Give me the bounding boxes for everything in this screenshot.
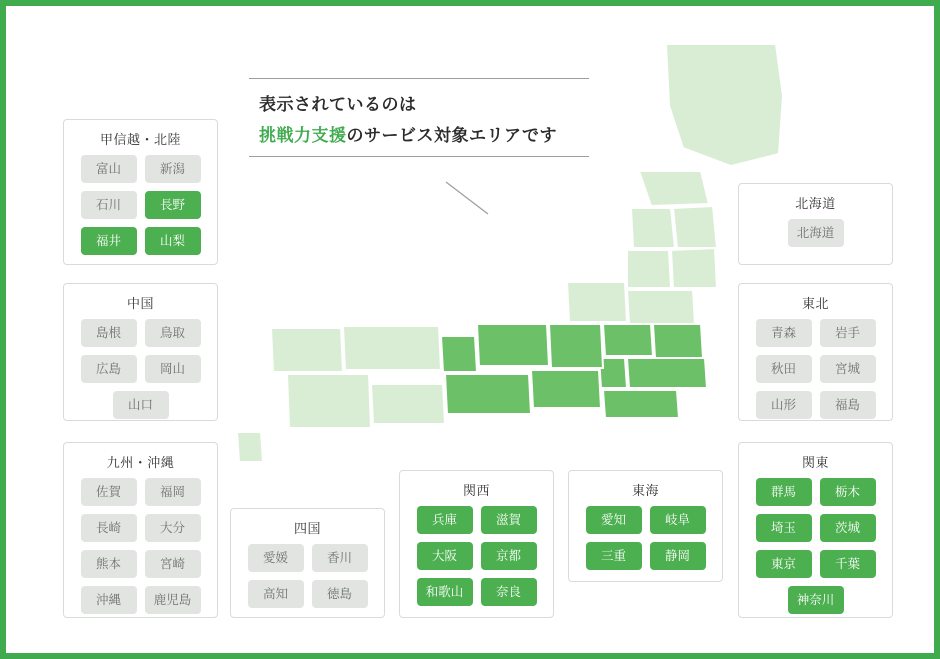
map-shikoku [371, 384, 445, 424]
prefecture-chip[interactable]: 島根 [81, 319, 137, 347]
map-kansai-north [441, 336, 477, 372]
region-chips [569, 506, 722, 582]
prefecture-chip[interactable]: 鳥取 [145, 319, 201, 347]
map-chugoku-west [271, 328, 343, 372]
prefecture-chip[interactable]: 徳島 [312, 580, 368, 608]
prefecture-chip[interactable]: 兵庫 [417, 506, 473, 534]
region-panel-kyushu-okinawa[interactable] [63, 442, 218, 618]
map-yamagata [627, 250, 671, 288]
region-title: 四国 [293, 521, 321, 536]
prefecture-chip[interactable]: 沖縄 [81, 586, 137, 614]
prefecture-chip[interactable]: 長野 [145, 191, 201, 219]
prefecture-chip[interactable]: 群馬 [756, 478, 812, 506]
prefecture-chip[interactable]: 福島 [820, 391, 876, 419]
region-title: 東北 [801, 296, 829, 311]
region-panel-shikoku[interactable] [230, 508, 385, 618]
prefecture-chip[interactable]: 和歌山 [417, 578, 473, 606]
map-kyushu [287, 374, 371, 428]
callout-bottom-rule [249, 156, 589, 157]
region-chips [231, 544, 384, 620]
prefecture-chip[interactable]: 石川 [81, 191, 137, 219]
region-title: 東海 [631, 483, 659, 498]
map-toyama-ishikawa-fukui [477, 324, 549, 366]
region-chips [739, 319, 892, 431]
map-tochigi-ibaraki [653, 324, 703, 358]
prefecture-chip[interactable]: 神奈川 [788, 586, 844, 614]
region-panel-tohoku[interactable] [738, 283, 893, 421]
map-niigata [567, 282, 627, 322]
map-gifu-aichi [531, 370, 601, 408]
map-kansai-south [445, 374, 531, 414]
region-title: 関西 [462, 483, 490, 498]
prefecture-chip[interactable]: 鹿児島 [145, 586, 201, 614]
prefecture-chip[interactable]: 静岡 [650, 542, 706, 570]
map-aomori [639, 171, 709, 206]
prefecture-chip[interactable]: 愛知 [586, 506, 642, 534]
callout-text [249, 79, 589, 156]
map-okinawa [237, 432, 263, 462]
region-chips [64, 155, 217, 267]
prefecture-chip[interactable]: 東京 [756, 550, 812, 578]
prefecture-chip[interactable]: 岩手 [820, 319, 876, 347]
region-chips [739, 478, 892, 626]
region-panel-tokai[interactable] [568, 470, 723, 582]
callout-rest: のサービス対象エリアです [346, 126, 558, 145]
prefecture-chip[interactable]: 富山 [81, 155, 137, 183]
prefecture-chip[interactable]: 広島 [81, 355, 137, 383]
region-chips [64, 319, 217, 431]
map-hokkaido [666, 44, 783, 166]
prefecture-chip[interactable]: 香川 [312, 544, 368, 572]
prefecture-chip[interactable]: 岡山 [145, 355, 201, 383]
prefecture-chip[interactable]: 宮崎 [145, 550, 201, 578]
region-chips [400, 506, 553, 618]
prefecture-chip[interactable]: 新潟 [145, 155, 201, 183]
prefecture-chip[interactable]: 滋賀 [481, 506, 537, 534]
prefecture-chip[interactable]: 福岡 [145, 478, 201, 506]
prefecture-chip[interactable]: 福井 [81, 227, 137, 255]
region-title: 関東 [801, 455, 829, 470]
region-title: 九州・沖縄 [106, 455, 175, 470]
map-fukushima [627, 290, 695, 324]
prefecture-chip[interactable]: 茨城 [820, 514, 876, 542]
map-chugoku-east [343, 326, 441, 370]
prefecture-chip[interactable]: 三重 [586, 542, 642, 570]
prefecture-chip[interactable]: 山梨 [145, 227, 201, 255]
prefecture-chip[interactable]: 京都 [481, 542, 537, 570]
prefecture-chip[interactable]: 奈良 [481, 578, 537, 606]
map-shizuoka [603, 390, 679, 418]
region-chips [64, 478, 217, 626]
callout-line-2 [259, 121, 587, 146]
map-iwate [673, 206, 717, 248]
prefecture-chip[interactable]: 宮城 [820, 355, 876, 383]
prefecture-chip[interactable]: 高知 [248, 580, 304, 608]
prefecture-chip[interactable]: 岐阜 [650, 506, 706, 534]
map-akita [631, 208, 675, 248]
prefecture-chip[interactable]: 秋田 [756, 355, 812, 383]
region-panel-hokkaido[interactable] [738, 183, 893, 265]
prefecture-chip[interactable]: 千葉 [820, 550, 876, 578]
prefecture-chip[interactable]: 佐賀 [81, 478, 137, 506]
region-chips [739, 219, 892, 259]
prefecture-chip[interactable]: 山口 [113, 391, 169, 419]
region-title: 中国 [126, 296, 154, 311]
callout-highlight: 挑戦力支援 [259, 126, 347, 145]
region-panel-kanto[interactable] [738, 442, 893, 618]
map-gunma [603, 324, 653, 356]
callout [249, 78, 589, 157]
prefecture-chip[interactable]: 愛媛 [248, 544, 304, 572]
callout-line-1: 表示されているのは [259, 95, 417, 114]
prefecture-chip[interactable]: 栃木 [820, 478, 876, 506]
prefecture-chip[interactable]: 青森 [756, 319, 812, 347]
region-title: 甲信越・北陸 [99, 132, 181, 147]
region-panel-chugoku[interactable] [63, 283, 218, 421]
prefecture-chip[interactable]: 埼玉 [756, 514, 812, 542]
prefecture-chip[interactable]: 大分 [145, 514, 201, 542]
prefecture-chip[interactable]: 熊本 [81, 550, 137, 578]
prefecture-chip[interactable]: 大阪 [417, 542, 473, 570]
callout-tail [444, 180, 504, 216]
map-nagano [549, 324, 603, 368]
map-saitama-chiba [627, 358, 707, 388]
region-panel-kansai[interactable] [399, 470, 554, 618]
map-miyagi [671, 248, 717, 288]
region-panel-koshinetsu-hokuriku[interactable] [63, 119, 218, 265]
prefecture-chip[interactable]: 山形 [756, 391, 812, 419]
prefecture-chip[interactable]: 北海道 [788, 219, 844, 247]
region-title: 北海道 [795, 196, 836, 211]
prefecture-chip[interactable]: 長崎 [81, 514, 137, 542]
